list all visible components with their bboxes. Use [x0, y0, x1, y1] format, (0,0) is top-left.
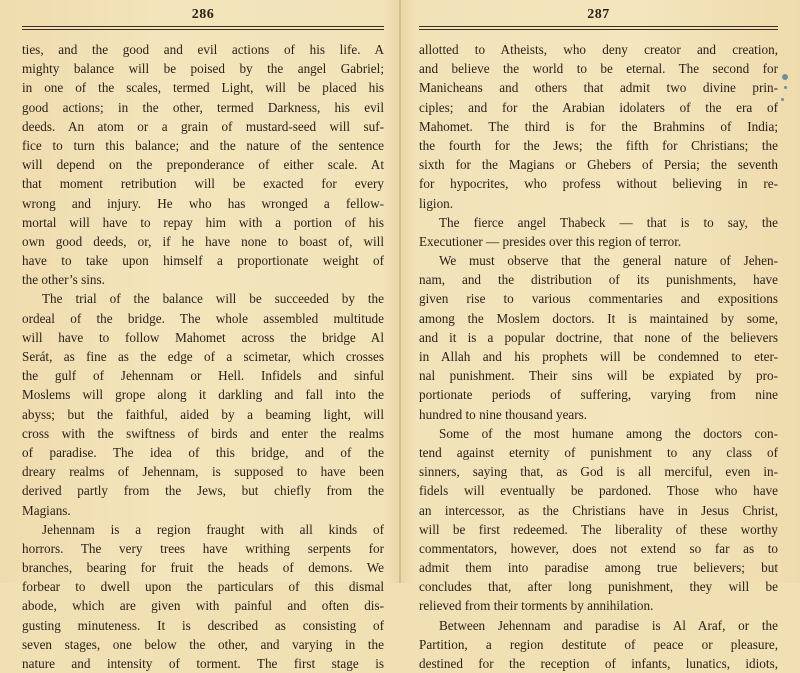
text-line: tend against eternity of punishment to any class of: [419, 444, 778, 460]
text-line: Executioner — presides over this region of terror.: [419, 233, 682, 249]
text-line: We must observe that the general nature of Jehen-: [439, 253, 778, 269]
header-rule-left: [22, 26, 384, 30]
text-line: hundred to nine thousand years.: [419, 406, 588, 422]
text-line: ordeal of the bridge. The whole assembled multitude: [22, 310, 384, 326]
text-line: Between Jehennam and paradise is Al Araf, or the: [439, 617, 778, 633]
text-line: the fourth for the Jews; the fifth for Christians; the: [419, 137, 778, 153]
text-line: that moment retribution will be exacted for every: [22, 176, 384, 192]
text-line: forbear to dwell upon the particulars of this dismal: [22, 579, 384, 595]
text-line: nal punishment. Their sins will be expiated by pro-: [419, 368, 778, 384]
text-line: portionate periods of suffering, varying from nine: [419, 387, 778, 403]
text-line: mighty balance will be poised by the angel Gabriel;: [22, 61, 384, 77]
text-line: in one of the scales, termed Light, will be placed his: [22, 80, 384, 96]
text-line: and believe the world to be eternal. The second for: [419, 61, 778, 77]
text-line: have to take upon himself a proportionate weight of: [22, 253, 384, 269]
text-line: among the Moslem doctors. It is maintained by some,: [419, 310, 778, 326]
text-line: seven stages, one below the other, and varying in the: [22, 636, 384, 652]
text-line: mortal will have to repay him with a portion of his: [22, 214, 384, 230]
text-line: admit them into paradise among true believers; but: [419, 560, 778, 576]
text-line: ties, and the good and evil actions of his life. A: [22, 42, 384, 57]
text-line: dreary realms of Jehennam, is supposed to have been: [22, 464, 384, 480]
header-rule-right: [419, 26, 778, 30]
right-page: [402, 0, 800, 671]
text-line: Manicheans and others that admit two divine prin-: [419, 80, 778, 96]
text-line: allotted to Atheists, who deny creator and creation,: [419, 42, 778, 57]
text-line: branches, bearing for fruit the heads of demons. We: [22, 560, 384, 576]
text-line: good actions; in the other, termed Darkness, his evil: [22, 99, 384, 115]
text-line: the gulf of Jehennam or Hell. Infidels and sinful: [22, 368, 384, 384]
text-line: in Allah and his prophets will be condemned to eter-: [419, 349, 778, 364]
text-line: own good deeds, or, if he have none to boast of, will: [22, 233, 384, 249]
text-line: will have to follow Mahomet across the bridge Al: [22, 329, 384, 345]
page-number-right: 287: [587, 7, 610, 22]
text-line: abode, which are given with painful and often dis-: [22, 598, 384, 614]
text-line: Magians.: [22, 502, 71, 518]
text-line: and it is a popular doctrine, that none of the believers: [419, 329, 778, 345]
text-line: destined for the reception of infants, lunatics, idiots,: [419, 656, 778, 671]
text-line: of paradise. The idea of this bridge, and of the: [22, 444, 384, 460]
text-line: The fierce angel Thabeck — that is to say, the: [439, 214, 778, 230]
text-line: Mahomet. The third is for the Brahmins of India;: [419, 118, 778, 134]
text-line: will depend on the preponderance of either scale. At: [22, 157, 384, 173]
text-line: sixth for the Magians or Ghebers of Persia; the seventh: [419, 157, 778, 173]
text-line: derived partly from the Jews, but chiefly from the: [22, 483, 384, 499]
text-line: given rise to various commentaries and expositions: [419, 291, 778, 307]
text-line: fice to turn this balance; and the nature of the sentence: [22, 137, 384, 153]
ink-stain: [780, 72, 790, 108]
text-line: Partition, a region destitute of peace or pleasure,: [419, 636, 778, 652]
left-page: [0, 0, 398, 671]
text-line: Serát, as fine as the edge of a scimetar, which crosses: [22, 349, 384, 364]
text-line: ciples; and for the Arabian idolaters of the era of: [419, 99, 778, 115]
text-line: horrors. The very trees have writhing serpents for: [22, 540, 384, 556]
right-page-text: [419, 40, 778, 673]
text-line: nature and intensity of torment. The first stage is: [22, 656, 384, 671]
left-page-text: [22, 40, 384, 673]
text-line: deeds. An atom or a grain of mustard-seed will suf-: [22, 118, 384, 134]
text-line: Some of the most humane among the doctors con-: [439, 425, 778, 441]
text-line: abyss; but the faithful, aided by a beaming light, will: [22, 406, 384, 422]
text-line: cross with the swiftness of birds and enter the realms: [22, 425, 384, 441]
text-line: Jehennam is a region fraught with all kinds of: [42, 521, 384, 537]
text-line: wrong and injury. He who has wronged a fellow-: [22, 195, 384, 211]
text-line: commentators, however, does not extend so far as to: [419, 540, 778, 556]
text-line: relieved from their torments by annihilation.: [419, 598, 654, 614]
text-line: fidels will eventually be pardoned. Those who have: [419, 483, 778, 499]
text-line: concludes that, after long punishment, they will be: [419, 579, 778, 595]
book-gutter: [399, 0, 401, 583]
text-line: Moslems will grope along it darkling and fall into the: [22, 387, 384, 403]
text-line: an intercessor, as the Christians have in Jesus Christ,: [419, 502, 778, 518]
text-line: ligion.: [419, 195, 454, 211]
text-line: nam, and the distribution of its punishments, have: [419, 272, 778, 288]
text-line: gusting minuteness. It is described as consisting of: [22, 617, 384, 633]
text-line: the other’s sins.: [22, 272, 105, 288]
text-line: sinners, saying that, as God is all merciful, even in-: [419, 464, 778, 480]
text-line: The trial of the balance will be succeeded by the: [42, 291, 384, 307]
text-line: will be first redeemed. The liberality of these worthy: [419, 521, 778, 537]
text-line: for hypocrites, who profess without believing in re-: [419, 176, 778, 192]
page-number-left: 286: [191, 7, 215, 22]
